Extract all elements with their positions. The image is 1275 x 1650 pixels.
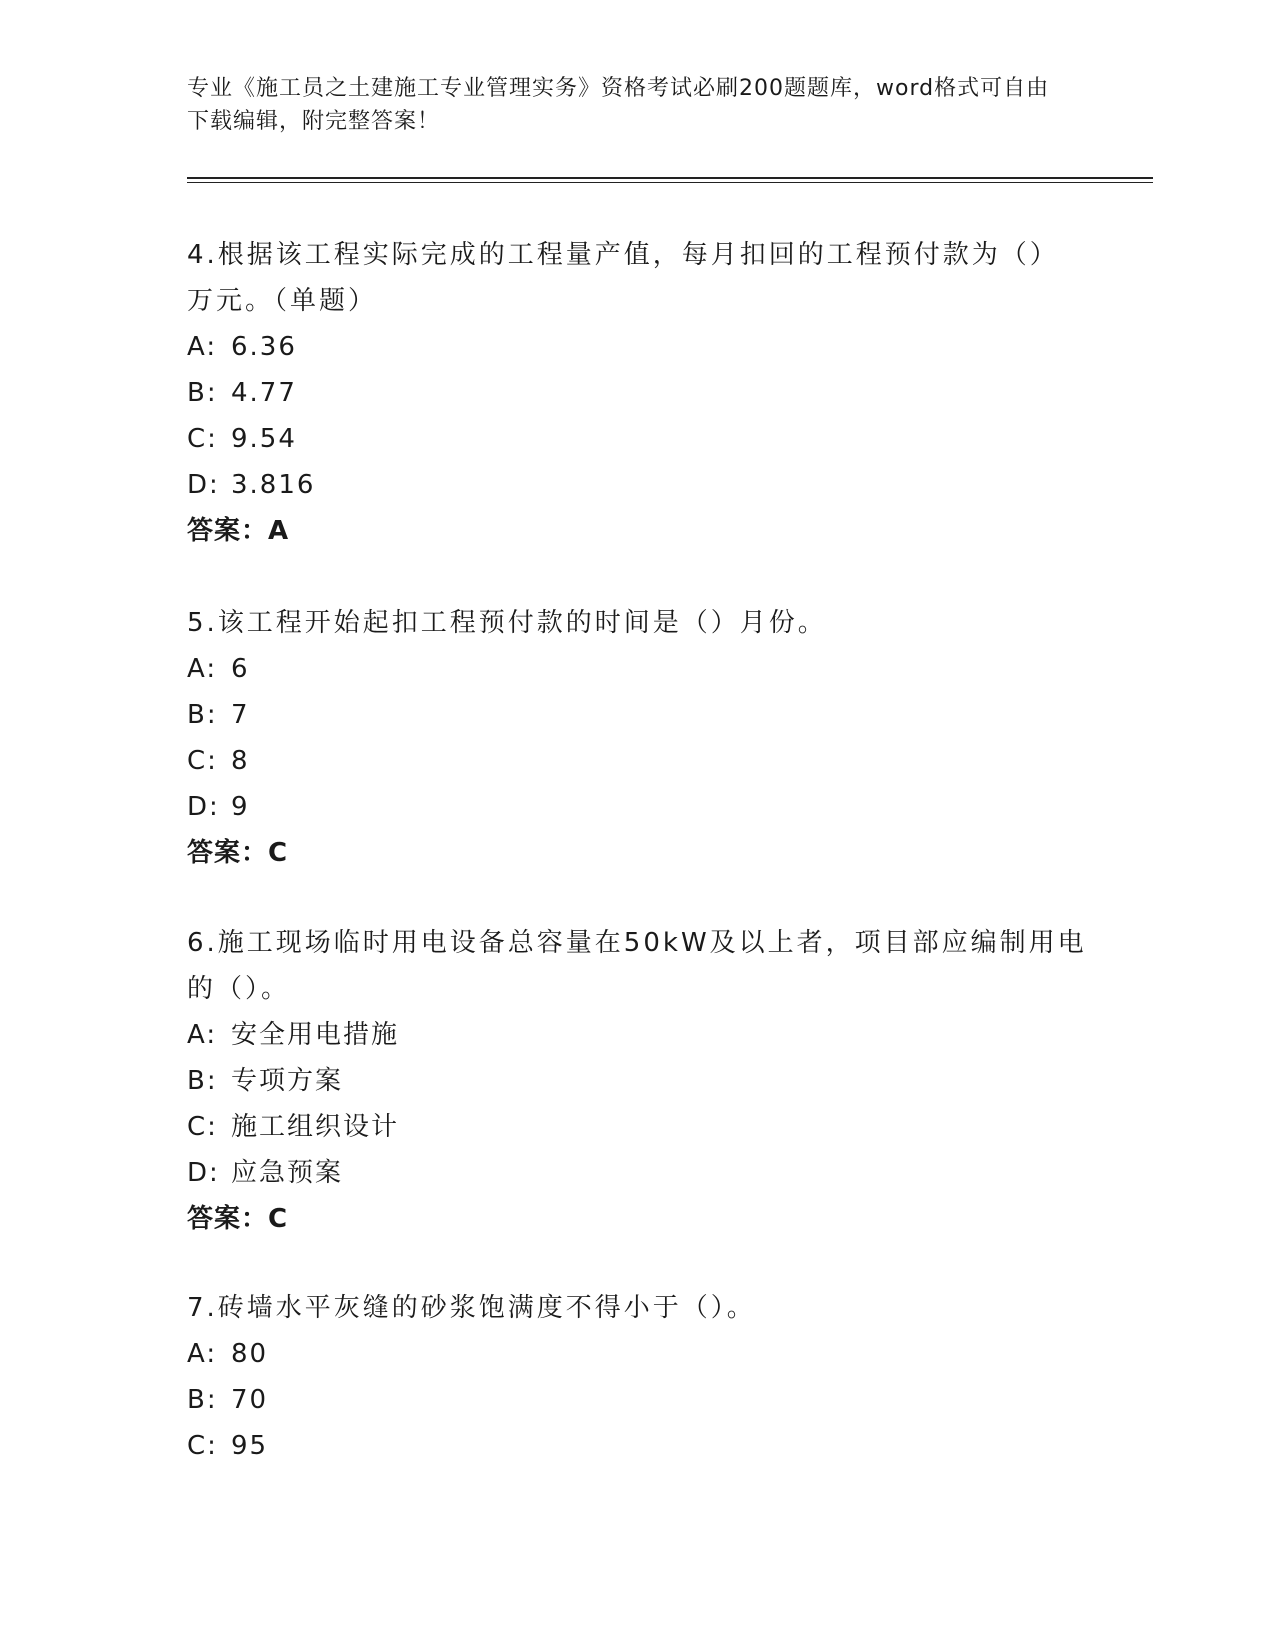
header-divider-thick xyxy=(187,177,1153,179)
option-text: 95 xyxy=(231,1431,269,1461)
option-text: 安全用电措施 xyxy=(231,1020,400,1050)
question-stem: 6.施工现场临时用电设备总容量在50kW及以上者，项目部应编制用电的（）。 xyxy=(187,928,1087,1004)
option-b xyxy=(187,692,1087,738)
option-text: 6 xyxy=(231,654,250,684)
question-5 xyxy=(187,600,1087,876)
question-7 xyxy=(187,1285,1087,1469)
option-text: 3.816 xyxy=(231,470,316,500)
option-text: 8 xyxy=(231,746,250,776)
option-text: 应急预案 xyxy=(231,1158,344,1188)
option-label: B: xyxy=(187,378,218,408)
question-4 xyxy=(187,232,1087,554)
option-a xyxy=(187,1331,1087,1377)
option-c xyxy=(187,1104,1087,1150)
option-text: 7 xyxy=(231,700,250,730)
option-label: A: xyxy=(187,332,218,362)
option-label: C: xyxy=(187,1431,218,1461)
option-text: 6.36 xyxy=(231,332,297,362)
option-label: A: xyxy=(187,1020,218,1050)
option-c xyxy=(187,738,1087,784)
option-label: D: xyxy=(187,1158,220,1188)
question-stem: 4.根据该工程实际完成的工程量产值，每月扣回的工程预付款为（）万元。（单题） xyxy=(187,240,1059,316)
option-text: 9.54 xyxy=(231,424,297,454)
option-d xyxy=(187,784,1087,830)
option-d xyxy=(187,1150,1087,1196)
option-label: C: xyxy=(187,746,218,776)
header-divider-thin xyxy=(187,182,1153,183)
option-b xyxy=(187,1377,1087,1423)
option-label: C: xyxy=(187,1112,218,1142)
answer-line: 答案：A xyxy=(187,516,290,546)
option-c xyxy=(187,416,1087,462)
question-6 xyxy=(187,920,1087,1242)
option-label: D: xyxy=(187,470,220,500)
option-a xyxy=(187,1012,1087,1058)
option-text: 80 xyxy=(231,1339,269,1369)
option-c xyxy=(187,1423,1087,1469)
question-stem: 5.该工程开始起扣工程预付款的时间是（）月份。 xyxy=(187,608,827,638)
answer-line: 答案：C xyxy=(187,1204,289,1234)
option-a xyxy=(187,646,1087,692)
option-text: 4.77 xyxy=(231,378,297,408)
option-text: 70 xyxy=(231,1385,269,1415)
document-header: 专业《施工员之土建施工专业管理实务》资格考试必刷200题题库，word格式可自由下载编辑，附完整答案！ xyxy=(187,76,1050,134)
option-label: B: xyxy=(187,1066,218,1096)
option-label: C: xyxy=(187,424,218,454)
option-b xyxy=(187,370,1087,416)
option-text: 施工组织设计 xyxy=(231,1112,400,1142)
option-d xyxy=(187,462,1087,508)
option-label: A: xyxy=(187,1339,218,1369)
option-text: 9 xyxy=(231,792,250,822)
option-b xyxy=(187,1058,1087,1104)
question-stem: 7.砖墙水平灰缝的砂浆饱满度不得小于（）。 xyxy=(187,1293,756,1323)
option-label: B: xyxy=(187,700,218,730)
option-text: 专项方案 xyxy=(231,1066,344,1096)
option-label: D: xyxy=(187,792,220,822)
option-label: A: xyxy=(187,654,218,684)
option-a xyxy=(187,324,1087,370)
option-label: B: xyxy=(187,1385,218,1415)
answer-line: 答案：C xyxy=(187,838,289,868)
